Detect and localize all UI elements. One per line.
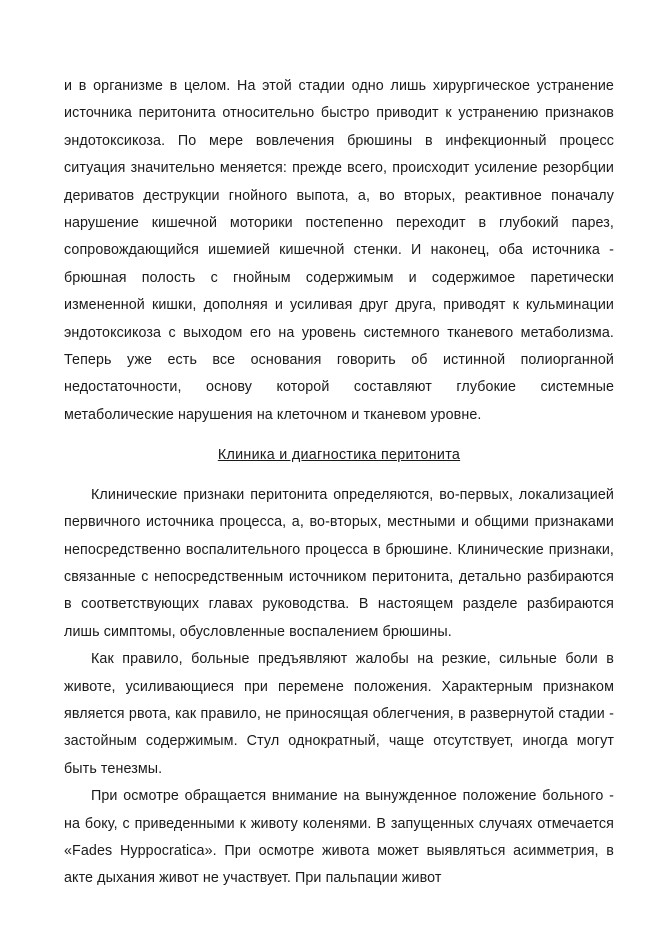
body-paragraph-complaints: Как правило, больные предъявляют жалобы на резкие, сильные боли в животе, усиливающиеся при перемене положения. Характерным признаком является рвота, как правило, не приносящая облегчения, в развернутой стадии - застойным содержимым. Стул однократный, чаще отсутствует, иногда могут быть тенезмы.	[64, 651, 614, 777]
body-paragraph-continuation: и в организме в целом. На этой стадии одно лишь хирургическое устранение источника перитонита относительно быстро приводит к устранению признаков эндотоксикоза. По мере вовлечения брюшины в инфекционный процесс ситуация значительно меняется: прежде всего, происходит усиление резорбции дериватов деструкции гнойного выпота, а, во вторых, реактивное поначалу нарушение кишечной моторики постепенно переходит в глубокий парез, сопровождающийся ишемией кишечной стенки. И наконец, оба источника - брюшная полость с гнойным содержимым и содержимое паретически измененной кишки, дополняя и усиливая друг друга, приводят к кульминации эндотоксикоза с выходом его на уровень системного тканевого метаболизма. Теперь уже есть все основания говорить об истинной полиорганной недостаточности, основу которой составляют глубокие системные метаболические нарушения на клеточном и тканевом уровне.	[64, 78, 614, 423]
body-paragraph-clinical-signs: Клинические признаки перитонита определяются, во-первых, локализацией первичного источника процесса, а, во-вторых, местными и общими признаками непосредственно воспалительного процесса в брюшине. Клинические признаки, связанные с непосредственным источником перитонита, детально разбираются в соответствующих главах руководства. В настоящем разделе разбираются лишь симптомы, обусловленные воспалением брюшины.	[64, 486, 614, 640]
body-paragraph-examination: При осмотре обращается внимание на вынужденное положение больного - на боку, с приведенными к животу коленями. В запущенных случаях отмечается «Fades Hyppocratica». При осмотре живота может выявляться асимметрия, в акте дыхания живот не участвует. При пальпации живот	[64, 788, 614, 887]
document-page	[64, 73, 614, 893]
section-heading: Клиника и диагностика перитонита	[217, 447, 461, 464]
